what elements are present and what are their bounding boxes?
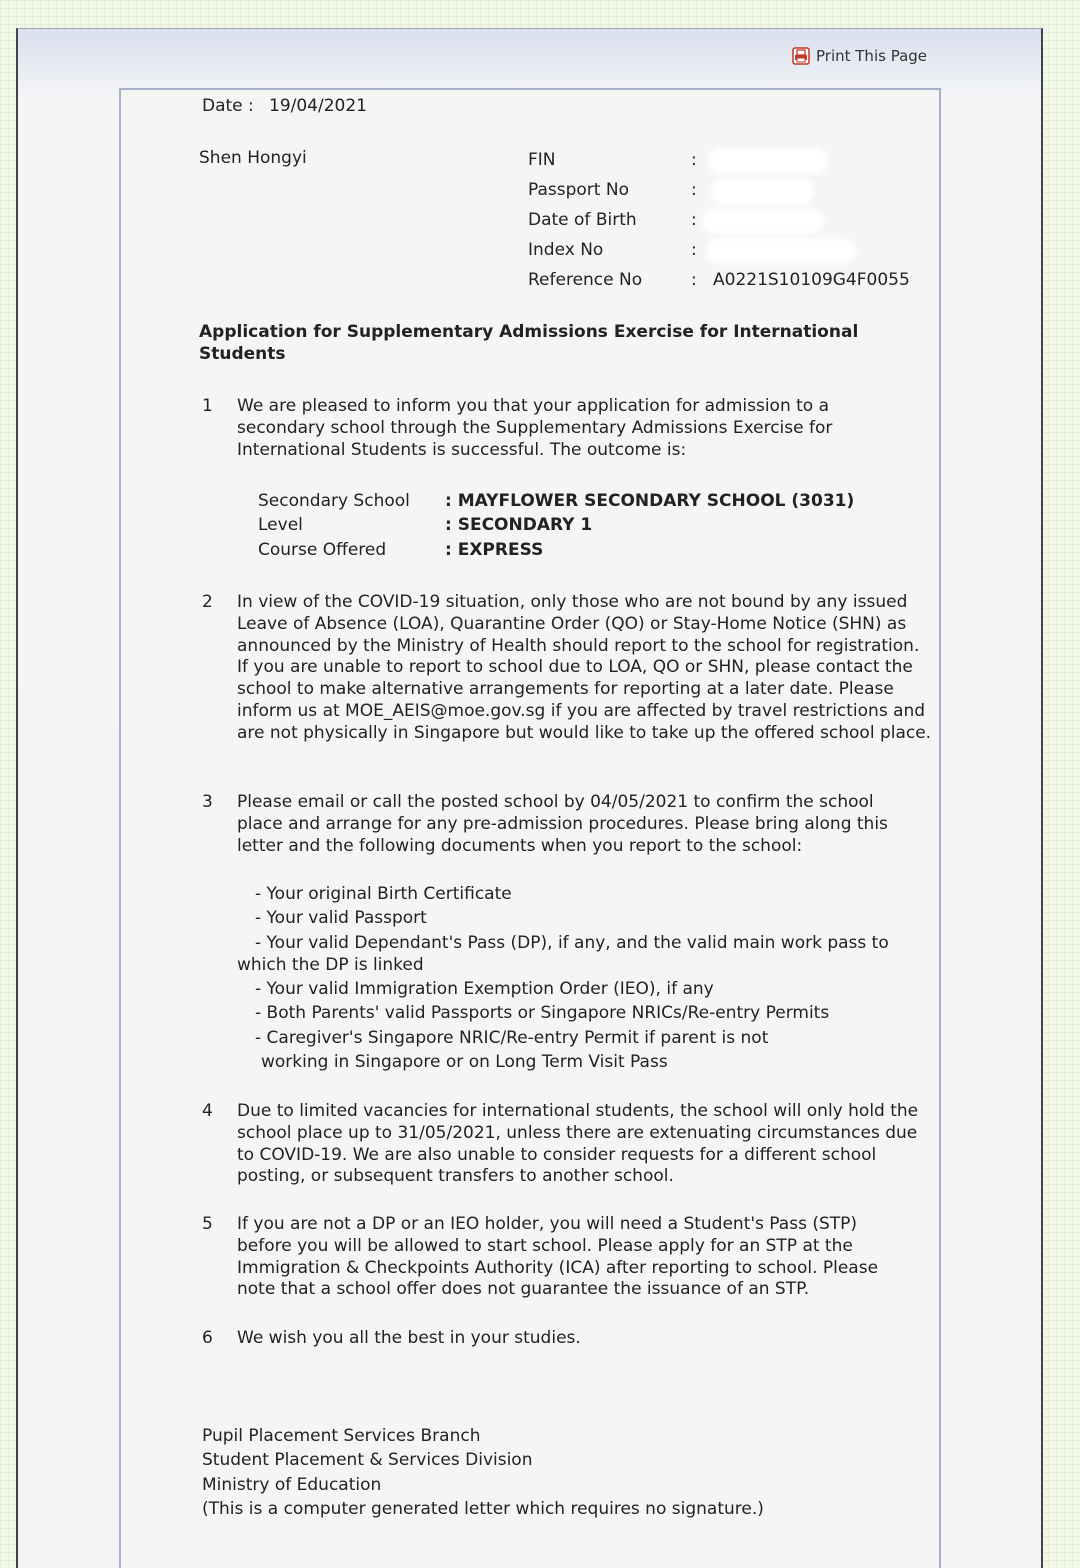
field-sep: : [691, 270, 697, 290]
outcome-label-school: Secondary School [258, 491, 410, 511]
para-number: 3 [202, 792, 213, 812]
field-sep: : [691, 210, 697, 230]
field-label-index: Index No [528, 240, 604, 260]
printer-icon [792, 47, 810, 65]
para-number: 1 [202, 396, 213, 416]
para-3: Please email or call the posted school by 04/05/2021 to confirm the school place and arrange for any pre-admission procedures. Please bring along this letter and the following documents when you report to the school: [237, 792, 888, 856]
para-number: 4 [202, 1101, 213, 1121]
outcome-value-level: : SECONDARY 1 [445, 515, 593, 535]
reference-value: A0221S10109G4F0055 [713, 270, 910, 290]
field-sep: : [691, 240, 697, 260]
para-5: If you are not a DP or an IEO holder, you will need a Student's Pass (STP) before you will be allowed to start school. Please apply for an STP at the Immigration & Checkpoints Authority (ICA) after reporting to school. Please note that a school offer does not guarantee the issuance of an STP. [237, 1214, 879, 1300]
outcome-value-school: : MAYFLOWER SECONDARY SCHOOL (3031) [445, 491, 855, 511]
sign-ministry: Ministry of Education [202, 1475, 382, 1495]
doc-item: - Your original Birth Certificate [255, 884, 512, 904]
subject-line-2: Students [199, 344, 286, 364]
doc-item: working in Singapore or on Long Term Visit Pass [261, 1052, 668, 1072]
para-6: We wish you all the best in your studies. [237, 1328, 581, 1348]
field-label-dob: Date of Birth [528, 210, 637, 230]
doc-item: - Your valid Immigration Exemption Order (IEO), if any [255, 979, 714, 999]
field-label-fin: FIN [528, 150, 556, 170]
para-number: 6 [202, 1328, 213, 1348]
student-name: Shen Hongyi [199, 148, 307, 168]
print-label: Print This Page [816, 47, 928, 65]
field-sep: : [691, 180, 697, 200]
para-number: 2 [202, 592, 213, 612]
redacted-passport [714, 182, 810, 200]
doc-item: - Both Parents' valid Passports or Singapore NRICs/Re-entry Permits [255, 1003, 830, 1023]
subject-line-1: Application for Supplementary Admissions Exercise for International [199, 322, 859, 342]
para-1: We are pleased to inform you that your application for admission to a secondary school through the Supplementary Admissions Exercise for International Students is successful. The outcome is: [237, 396, 833, 460]
redacted-index [710, 242, 852, 260]
outcome-label-level: Level [258, 515, 303, 535]
sign-note: (This is a computer generated letter which requires no signature.) [202, 1499, 764, 1519]
field-label-passport: Passport No [528, 180, 629, 200]
field-sep: : [691, 150, 697, 170]
redacted-dob [706, 212, 820, 230]
outcome-label-course: Course Offered [258, 540, 387, 560]
para-4: Due to limited vacancies for international students, the school will only hold the school place up to 31/05/2021, unless there are extenuating circumstances due to COVID-19. We are also unable to consider requests for a different school posting, or subsequent transfers to another school. [237, 1101, 919, 1187]
redacted-fin [712, 152, 824, 170]
para-2: In view of the COVID-19 situation, only those who are not bound by any issued Leave of Absence (LOA), Quarantine Order (QO) or Stay-Home Notice (SHN) as announced by the Ministry of Health should report to the school for registration. If you are unable to report to school due to LOA, QO or SHN, please contact the school to make alternative arrangements for reporting at a later date. Please inform us at MOE_AEIS@moe.gov.sg if you are affected by travel restrictions and are not physically in Singapore but would like to take up the offered school place. [237, 592, 932, 743]
print-button[interactable] [792, 47, 927, 65]
date-label: Date : [202, 96, 254, 116]
outcome-value-course: : EXPRESS [445, 540, 544, 560]
field-label-reference: Reference No [528, 270, 643, 290]
date-value: 19/04/2021 [269, 96, 367, 116]
sign-branch: Pupil Placement Services Branch [202, 1426, 481, 1446]
sign-division: Student Placement & Services Division [202, 1450, 533, 1470]
doc-item: which the DP is linked [237, 955, 424, 975]
doc-item: - Your valid Passport [255, 908, 427, 928]
doc-item: - Your valid Dependant's Pass (DP), if any, and the valid main work pass to [255, 933, 889, 953]
para-number: 5 [202, 1214, 213, 1234]
doc-item: - Caregiver's Singapore NRIC/Re-entry Permit if parent is not [255, 1028, 769, 1048]
